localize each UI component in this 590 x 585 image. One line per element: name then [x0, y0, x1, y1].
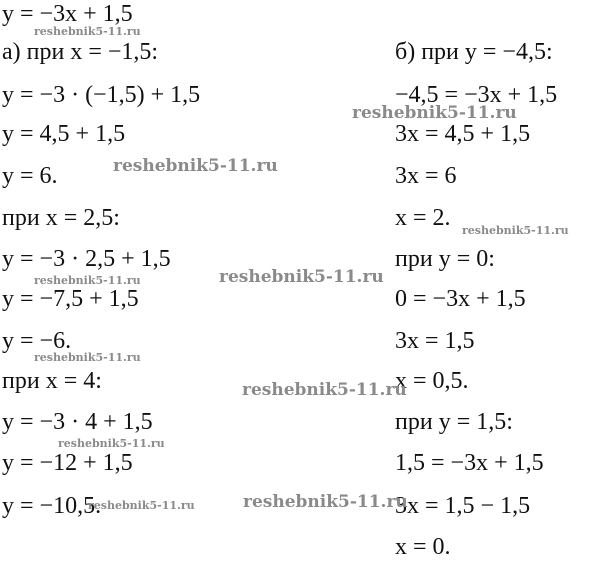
watermark: reshebnik5-11.ru	[58, 437, 165, 450]
math-line: 1,5 = −3x + 1,5	[395, 450, 544, 476]
math-line: 3x = 4,5 + 1,5	[395, 121, 531, 147]
watermark: reshebnik5-11.ru	[34, 351, 141, 364]
math-line: y = −10,5.	[2, 493, 102, 519]
math-line: 3x = 1,5 − 1,5	[395, 493, 531, 519]
math-line: 3x = 1,5	[395, 328, 475, 354]
math-line: y = −3 · (−1,5) + 1,5	[2, 82, 201, 108]
math-line: y = 4,5 + 1,5	[2, 121, 126, 147]
watermark: reshebnik5-11.ru	[243, 492, 408, 512]
math-line: y = −3 · 2,5 + 1,5	[2, 246, 171, 272]
watermark: reshebnik5-11.ru	[88, 499, 195, 512]
watermark: reshebnik5-11.ru	[352, 103, 517, 123]
watermark: reshebnik5-11.ru	[34, 274, 141, 287]
watermark: reshebnik5-11.ru	[113, 156, 278, 176]
case-heading: при x = 4:	[2, 368, 102, 394]
math-line: y = −3 · 4 + 1,5	[2, 409, 153, 435]
task-b-heading: б) при y = −4,5:	[395, 39, 553, 65]
equation-line: y = −3x + 1,5	[2, 1, 133, 27]
watermark: reshebnik5-11.ru	[34, 25, 141, 38]
math-line: y = −6.	[2, 328, 72, 354]
math-line: 0 = −3x + 1,5	[395, 286, 526, 312]
math-line: 3x = 6	[395, 163, 457, 189]
math-line: −4,5 = −3x + 1,5	[395, 82, 558, 108]
watermark: reshebnik5-11.ru	[219, 267, 384, 287]
math-line: y = 6.	[2, 163, 58, 189]
case-heading: при y = 0:	[395, 246, 495, 272]
math-line: y = −12 + 1,5	[2, 450, 133, 476]
task-a-heading: а) при x = −1,5:	[2, 39, 159, 65]
math-line: x = 2.	[395, 205, 451, 231]
math-line: y = −7,5 + 1,5	[2, 286, 139, 312]
math-line: x = 0.	[395, 534, 451, 560]
math-line: x = 0,5.	[395, 368, 469, 394]
case-heading: при y = 1,5:	[395, 409, 513, 435]
watermark: reshebnik5-11.ru	[462, 224, 569, 237]
case-heading: при x = 2,5:	[2, 205, 120, 231]
watermark: reshebnik5-11.ru	[242, 380, 407, 400]
